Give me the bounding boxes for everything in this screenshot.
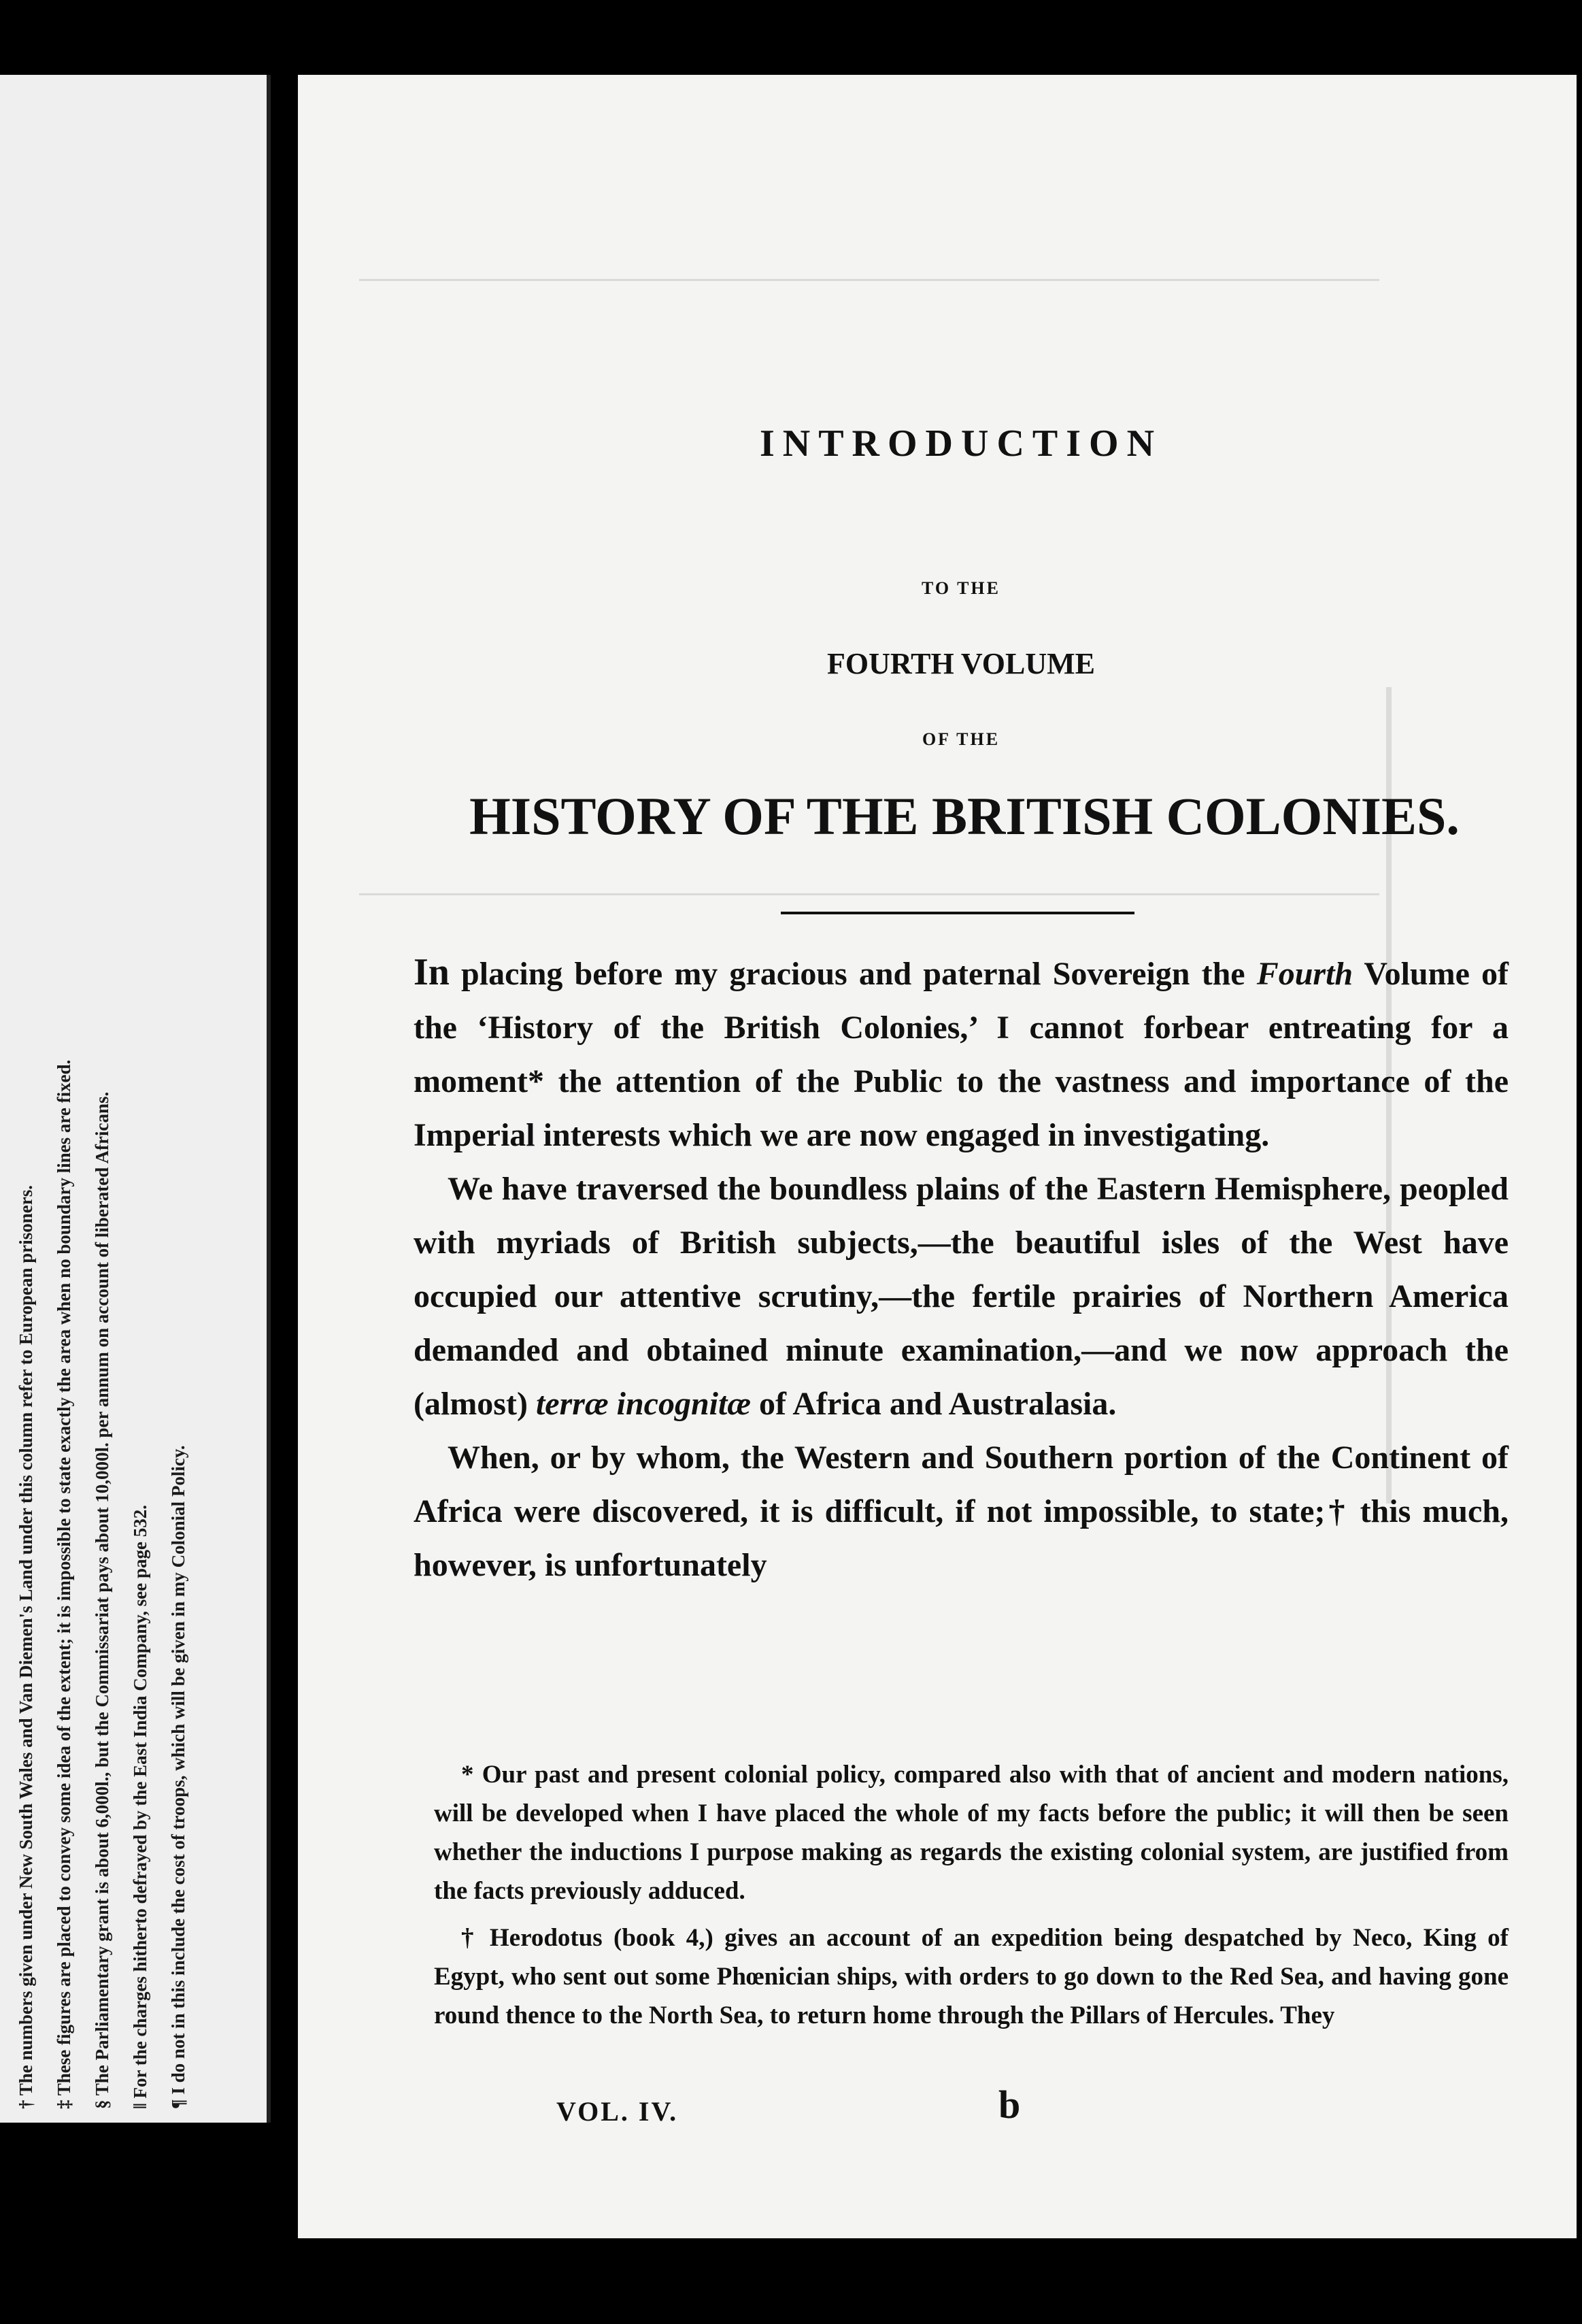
left-footnote-line: † The numbers given under New South Wales and Van Diemen's Land under this column refer to European prisoners.	[16, 1185, 36, 2109]
right-page	[298, 75, 1577, 2238]
signature-letter: b	[998, 2082, 1021, 2127]
page-title: HISTORY OF THE BRITISH COLONIES.	[469, 786, 1460, 846]
italic-word: Fourth	[1256, 956, 1353, 992]
paragraph-text: Volume of the ‘History of the British Colonies,’ I cannot forbear entreating for a moment* the attention of the Public to the vastness and importance of the Imperial interests which we are now engaged in investigating.	[414, 956, 1509, 1153]
paragraph-text: We have traversed the boundless plains of the Eastern Hemisphere, peopled with myriads of British subjects,—the beautiful isles of the West have occupied our attentive scrutiny,—the fertile prairies of Northern America demanded and obtained minute examination,—and we now approach the (almost)	[414, 1171, 1509, 1422]
left-footnote-line: ‖ For the charges hitherto defrayed by the East India Company, see page 532.	[130, 1505, 150, 2109]
left-facing-page	[0, 75, 271, 2123]
introduction-heading: INTRODUCTION	[759, 422, 1163, 465]
paragraph-text: placing before my gracious and paternal Sovereign the	[449, 956, 1257, 992]
volume-mark: VOL. IV.	[556, 2096, 679, 2127]
footnote-star: * Our past and present colonial policy, compared also with that of ancient and modern nations, will be developed when I have placed the whole of my facts before the public; it will then be seen whether the inductions I purpose making as regards the existing colonial system, are justified from the facts previously adduced.	[434, 1761, 1509, 1905]
footnotes	[434, 1755, 1509, 2043]
footnote-dagger: † Herodotus (book 4,) gives an account of an expedition being despatched by Neco, King of Egypt, who sent out some Phœnician ships, with orders to go down to the Red Sea, and having gone round thence to the North Sea, to return home through the Pillars of Hercules. They	[434, 1924, 1509, 2029]
left-page-footnotes	[7, 136, 252, 2109]
paragraph-1	[414, 946, 1509, 1162]
paragraph-2	[414, 1162, 1509, 1431]
left-footnote-line: ‡ These figures are placed to convey some idea of the extent; it is impossible to state exactly the area when no boundary lines are fixed.	[54, 1059, 74, 2109]
paragraph-3: When, or by whom, the Western and Southern portion of the Continent of Africa were discovered, it is difficult, if not impossible, to state;† this much, however, is unfortunately	[414, 1440, 1509, 1583]
of-the-line: OF THE	[922, 729, 1000, 749]
drop-cap-word: In	[414, 951, 450, 993]
body-text	[414, 946, 1509, 1592]
italic-phrase: terræ incognitæ	[535, 1386, 751, 1422]
fourth-volume-line: FOURTH VOLUME	[826, 647, 1095, 680]
left-footnote-line: § The Parliamentary grant is about 6,000l., but the Commissariat pays about 10,000l. per annum on account of liberated Africans.	[92, 1091, 112, 2109]
left-footnote-line: ¶ I do not in this include the cost of troops, which will be given in my Colonial Policy.	[168, 1445, 188, 2109]
to-the-line: TO THE	[921, 578, 1001, 598]
paragraph-text: of Africa and Australasia.	[750, 1386, 1117, 1422]
title-rule	[781, 912, 1134, 914]
